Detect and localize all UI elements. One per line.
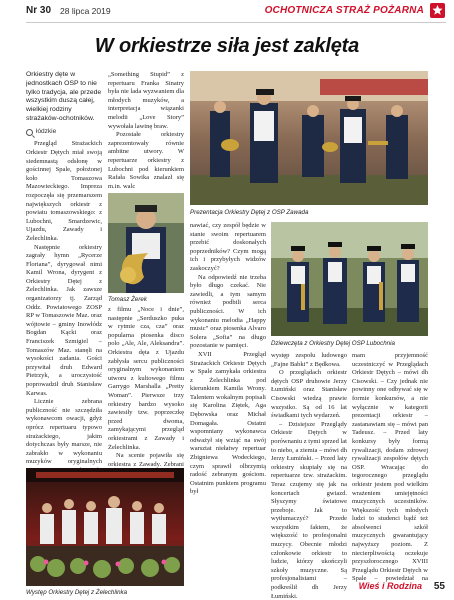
issue-number: Nr 30 xyxy=(26,5,52,16)
paragraph: Następnie orkiestry zagrały hymn „Rycerze Floriana”, dyrygował nimi Kamil Wrona, dyrygent z Orkiestry Dętej z Żelechlinka. Jak zawsze organizatorzy tj. Zarząd Oddz. Powiatowego ZOSP RP w Tomaszowie Maz. oraz wójtowie – gminy Inowłódz Bogdan Kącki oraz Franciszek Szmigiel – Tomaszów Maz. stanęli na wysokości zadania. Gości przywitał druh Edward Pietrzyk, a uroczystość poprowadził druh Stanisław Karwas. xyxy=(26,243,102,397)
paragraph: mam przyjemność uczestniczyć w Przeglądach Orkiestr Dętych – mówi dh Cisowski. – Czy jednak nie powinny one odbywać się w formie konkursów, a nie wyłącznie w kategorii prezentacji orkiestr – zastanawiam się – mówi pan Tadeusz. – Przed laty konkursy były formą rywalizacji, dodam zdrowej rywalizacji zespołów dętych OSP. Wracając do tegorocznego przeglądu orkiestr jestem pod wielkim wrażeniem umiejętności muzycznych uczestników. Większość tych młodych ludzi to studenci bądź też absolwenci szkół muzycznych gwarantujący najwyższy poziom. Z niecierpliwością oczekuje przyszłorocznego XVIII Przeglądu Orkiestr Dętych w Spale – powiedział na xyxy=(352,352,428,583)
caption-zelechlinek: Występ Orkiestry Dętej z Żelechlinka xyxy=(26,589,128,596)
paragraph: Na scenie pojawiła się orkiestra z Zawady. Zebrani xyxy=(108,452,184,468)
photo-zawada-orchestra xyxy=(190,71,428,205)
article-column-2-top xyxy=(108,71,184,191)
article-title: W orkiestrze siła jest zaklęta xyxy=(94,35,360,57)
osp-logo-icon xyxy=(430,3,445,18)
page-number: 55 xyxy=(433,581,445,592)
article-source xyxy=(26,128,102,137)
photo-lubochnia-girls xyxy=(271,222,428,336)
article-column-3 xyxy=(190,222,266,552)
photo-tomasz-zerek xyxy=(108,193,184,293)
paragraph: – Dzisiejsze Przeglądy Orkiestr Dętych w porównaniu z tymi sprzed lat to niebo, a ziemia – mówi dh Jerzy Łumiński. – Przed laty orkiestry skupiały się na repertuarze tzw. strażackim. Teraz czujemy się jak na koncertach gwiazd. Słyszymy światowe przeboje. Jak to wytłumaczyć? Przede wszystkim faktem, że większość to profesjonalni muzycy. Obecnie młodzi członkowie orkiestr to ludzie, którzy ukończyli szkoły muzyczne. Są profesjonalistami – podkreślił dh Jerzy Łumiński. xyxy=(271,420,347,598)
paragraph: z filmu „Noce i dnie”, następnie „Serduszko puka w rytmie cza, cza” oraz popularna piosenka disco polo „Ale, Ale, Aleksandra”. Orkiestra dęta z Ujazdu zabłysła sercu publiczności oryginalnym wykonaniem utworu z kultowego filmu Garrygo Marshalla „Pretty Woman”. Pierwsze trzy orkiestry bardzo wysoko zawiesiły tzw. poprzeczkę przed dwoma, zamykającymi przegląd orkiestrami z Zawady i Żelechlinka. xyxy=(108,306,184,451)
paragraph: Na odpowiedź nie trzeba było długo czekać. Nie zawiedli, a tym samym również podbili serca publiczności. W ich wykonaniu melodia „Happy music” oraz piosenka Alvaro Solera „Sofia” na długo pozostanie w pamięci. xyxy=(190,273,266,350)
paragraph: Przegląd Strażackich Orkiestr Dętych miał swoją siedemnastą odsłonę w gościnnej Spale, położonej koło Tomaszowa Mazowieckiego. Impreza rozpoczęła się przemarszem największych orkiestr z powiatu tomaszowskiego: z Lubochni, Smardzewic, Ujazdu, Zawady i Żelechlinka. xyxy=(26,140,102,242)
caption-zerek: Tomasz Żerek xyxy=(108,296,147,303)
section-title: OCHOTNICZA STRAŻ POŻARNA xyxy=(264,5,424,16)
article-column-4 xyxy=(271,352,347,598)
article-column-5 xyxy=(352,352,428,584)
header-divider xyxy=(26,22,446,23)
caption-lubochnia: Dziewczęta z Orkiestry Dętej OSP Lubochnia xyxy=(271,340,395,347)
magazine-brand: Wieś i Rodzina xyxy=(358,581,422,591)
issue-date: 28 lipca 2019 xyxy=(60,6,111,16)
paragraph: Licznie zebrana publiczność nie szczędziła wykonawcom owacji, gdyż oprócz repertuaru typowo strażackiego, jakim dotychczas były marsze, nie zabrakło w wykonaniu muzyków oryginalnych xyxy=(26,398,102,466)
paragraph: „Something Stupid” z repertuaru Franka Sinatry była nie lada wyzwaniem dla młodych muzyków, a interpretacja wiązanki melodii „Love Story” wywołała lawinę braw. xyxy=(108,71,184,130)
source-label: łódzkie xyxy=(36,127,57,135)
paragraph: występ zespołu ludowego „Fajne Babki” z Będkowa. xyxy=(271,352,347,368)
paragraph: nawiać, czy zespół będzie w stanie swoim repertuarem przebić doskonałych poprzedników? Czym mogą ich i przybyłych widzów zaskoczyć? xyxy=(190,222,266,272)
search-icon xyxy=(26,129,33,136)
photo-zelechlinek-performance xyxy=(26,468,184,586)
caption-zawada: Prezentacja Orkiestry Dętej z OSP Zawada xyxy=(190,209,309,216)
page-header xyxy=(0,0,454,22)
article-lead: Orkiestry dęte w jednostkach OSP to nie tylko tradycja, ale przede wszystkim duszą całej, wielkiej rodziny strażaków-ochotników. xyxy=(26,71,102,122)
paragraph: O przeglądach orkiestr dętych OSP druhowie Jerzy Łumiński oraz Stanisław Cisowski wiedzą prawie wszystko. Są od 16 lat świadkami tych wydarzeń. xyxy=(271,369,347,420)
paragraph: XVII Przegląd Strażackich Orkiestr Dętych w Spale zamykała orkiestra z Żelechlinka pod kierunkiem Kamila Wrony. Talentem wokalnym popisali się Karolina Ziętek, Aga Dębowska oraz Michał Domagała. Ostatni wspomniany wykonawca odważył się wziąć na swój warsztat niełatwy repertuar Zbigniewa Wodeckiego, czym sprawił olbrzymią radość zebranym gościom. Ostatnim punktem programu był xyxy=(190,350,266,496)
paragraph: Pozostałe orkiestry zaprezentowały równie ambitne utwory. W repertuarze orkiestry z Lubochni pod kierunkiem Rafała Sowika znalazł się m.in. walc xyxy=(108,131,184,190)
